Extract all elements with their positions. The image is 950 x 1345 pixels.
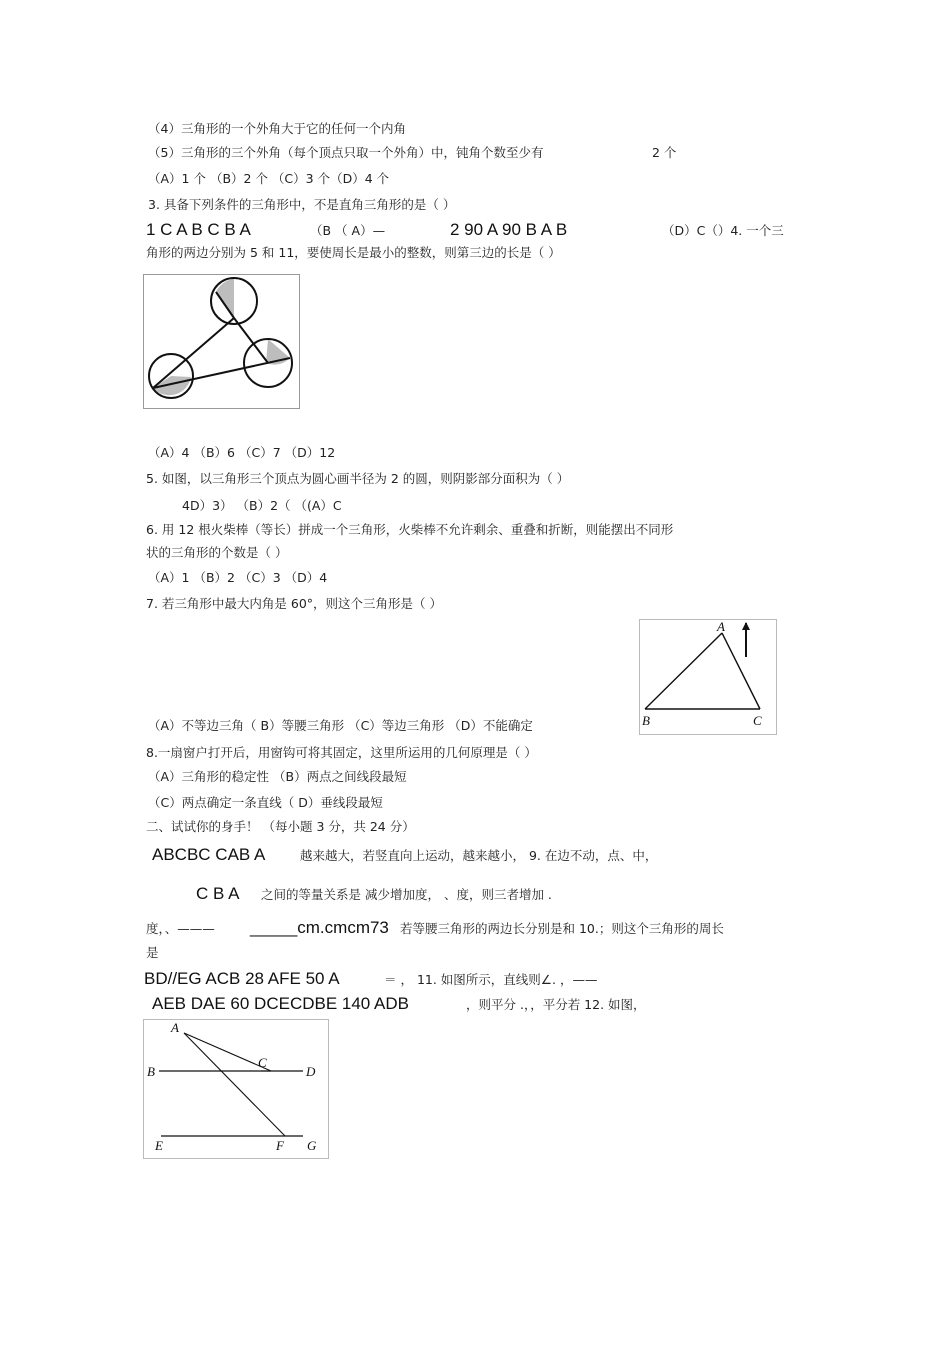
point-label-e: E	[155, 1138, 163, 1153]
text-line: （D）C（）4. 一个三	[662, 223, 784, 238]
figure-triangle-abc	[639, 619, 777, 735]
question-3: 3. 具备下列条件的三角形中，不是直角三角形的是（ ）	[148, 197, 456, 212]
answer-options: （A）不等边三角（ B）等腰三角形 （C）等边三角形 （D）不能确定	[148, 718, 533, 733]
question-7: 7. 若三角形中最大内角是 60°，则这个三角形是（ ）	[146, 596, 443, 611]
question-12: ，则平分 .，，平分若 12. 如图，	[466, 997, 646, 1012]
answer-options: （C）两点确定一条直线（ D）垂线段最短	[148, 795, 383, 810]
point-label-c: C	[258, 1055, 267, 1070]
math-line: BD//EG ACB 28 AFE 50 A	[144, 969, 340, 988]
question-10: 若等腰三角形的两边长分别是和 10.；则这个三角形的周长	[400, 921, 724, 936]
answer-options: 4D）3） （B）2（ （(A）C	[182, 498, 342, 513]
answer-options: （A）1 （B）2 （C）3 （D）4	[148, 570, 328, 585]
question-6: 6. 用 12 根火柴棒（等长）拼成一个三角形，火柴棒不允许剩余、重叠和折断，则能摆出不同形	[146, 522, 674, 537]
vertex-label-b: B	[642, 713, 650, 728]
text-line: 状的三角形的个数是（ ）	[146, 545, 288, 560]
math-line: _____cm.cmcm73	[250, 918, 389, 937]
text-line: 之间的等量关系是 减少增加度， 、度，则三者增加 .	[261, 887, 552, 902]
math-line: C B A	[196, 884, 240, 903]
text-line: （5）三角形的三个外角（每个顶点只取一个外角）中，钝角个数至少有	[148, 145, 544, 160]
point-label-g: G	[307, 1138, 317, 1153]
point-label-b: B	[147, 1064, 155, 1079]
text-line: （B （ A）—	[310, 223, 386, 238]
math-line: ABCBC CAB A	[152, 845, 266, 864]
math-line: 1 C A B C B A	[146, 220, 251, 239]
question-11: ＝ ， 11. 如图所示，直线则∠. ，——	[384, 972, 598, 987]
text-line: 2 个	[652, 145, 677, 160]
figure-parallel-lines	[143, 1019, 329, 1159]
question-8: 8.一扇窗户打开后，用窗钩可将其固定，这里所运用的几何原理是（ ）	[146, 745, 537, 760]
math-line: 2 90 A 90 B A B	[450, 220, 568, 239]
point-label-f: F	[276, 1138, 284, 1153]
text-line: 度，、———	[146, 921, 215, 936]
math-line: AEB DAE 60 DCECDBE 140 ADB	[152, 994, 410, 1013]
section-heading: 二、试试你的身手！ （每小题 3 分，共 24 分）	[146, 819, 415, 834]
point-label-d: D	[306, 1064, 316, 1079]
figure-circles-triangle	[143, 274, 300, 409]
question-4: 角形的两边分别为 5 和 11，要使周长是最小的整数，则第三边的长是（ ）	[146, 245, 561, 260]
vertex-label-c: C	[753, 713, 762, 728]
point-label-a: A	[171, 1020, 179, 1035]
question-5: 5. 如图，以三角形三个顶点为圆心画半径为 2 的圆，则阴影部分面积为（ ）	[146, 471, 570, 486]
text-line: （4）三角形的一个外角大于它的任何一个内角	[148, 121, 406, 136]
answer-options: （A）三角形的稳定性 （B）两点之间线段最短	[148, 769, 407, 784]
question-9: 越来越大，若竖直向上运动，越来越小， 9. 在边不动，点、中，	[300, 848, 658, 863]
text-line: 是	[146, 945, 159, 960]
text-line: （A）1 个 （B）2 个 （C）3 个（D）4 个	[148, 171, 390, 186]
answer-options: （A）4 （B）6 （C）7 （D）12	[148, 445, 336, 460]
vertex-label-a: A	[717, 619, 725, 634]
